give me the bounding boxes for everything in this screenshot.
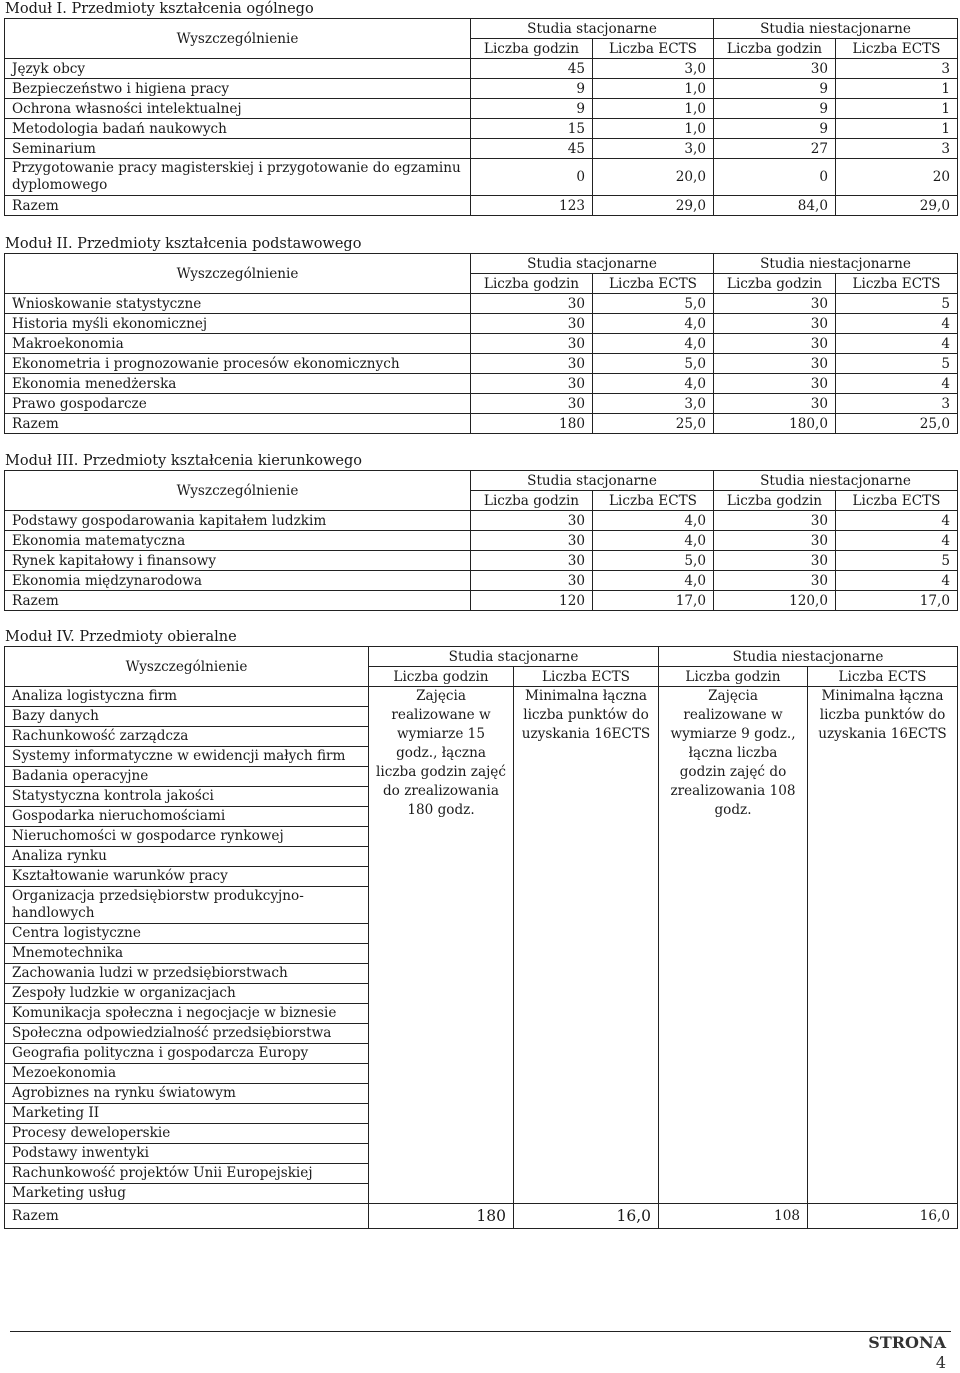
total-row <box>5 414 958 434</box>
module-2-title: Moduł II. Przedmioty kształcenia podstawowego <box>5 236 362 252</box>
header-hours: Liczba godzin <box>471 491 593 511</box>
elective-subject-name: Bazy danych <box>5 707 369 727</box>
subject-name: Podstawy gospodarowania kapitałem ludzkim <box>5 511 471 531</box>
niestac-ects: 3 <box>836 59 958 79</box>
header-spec: Wyszczególnienie <box>5 647 369 687</box>
niestac-hours: 30 <box>714 531 836 551</box>
header-spec: Wyszczególnienie <box>5 471 471 511</box>
table-row <box>5 159 958 196</box>
requirement-note-n-h: Zajęcia realizowane w wymiarze 9 godz., łączna liczba godzin zajęć do zrealizowania 108 godz. <box>659 687 808 1204</box>
elective-subject-name: Marketing II <box>5 1104 369 1124</box>
elective-subject-name: Zespoły ludzkie w organizacjach <box>5 984 369 1004</box>
niestac-ects: 4 <box>836 374 958 394</box>
stac-ects: 1,0 <box>593 99 714 119</box>
header-hours: Liczba godzin <box>471 274 593 294</box>
stac-ects: 1,0 <box>593 119 714 139</box>
niestac-ects: 5 <box>836 551 958 571</box>
niestac-hours: 30 <box>714 314 836 334</box>
niestac-hours: 108 <box>659 1204 808 1229</box>
stac-ects: 4,0 <box>593 334 714 354</box>
stac-hours: 9 <box>471 99 593 119</box>
niestac-hours: 30 <box>714 551 836 571</box>
elective-subject-name: Rachunkowość zarządcza <box>5 727 369 747</box>
niestac-ects: 4 <box>836 571 958 591</box>
header-niestacjonarne: Studia niestacjonarne <box>714 254 958 274</box>
header-ects: Liczba ECTS <box>514 667 659 687</box>
subject-name: Metodologia badań naukowych <box>5 119 471 139</box>
table-row <box>5 374 958 394</box>
elective-subject-name: Statystyczna kontrola jakości <box>5 787 369 807</box>
elective-subject-name: Procesy deweloperskie <box>5 1124 369 1144</box>
stac-ects: 3,0 <box>593 139 714 159</box>
stac-hours: 30 <box>471 531 593 551</box>
stac-ects: 3,0 <box>593 394 714 414</box>
stac-hours: 30 <box>471 314 593 334</box>
niestac-hours: 180,0 <box>714 414 836 434</box>
niestac-hours: 30 <box>714 571 836 591</box>
niestac-hours: 30 <box>714 59 836 79</box>
elective-subject-name: Gospodarka nieruchomościami <box>5 807 369 827</box>
module-4-table <box>4 646 958 1229</box>
page-number: 4 <box>935 1353 946 1372</box>
total-row <box>5 196 958 216</box>
header-ects: Liczba ECTS <box>593 491 714 511</box>
elective-subject-name: Organizacja przedsiębiorstw produkcyjno-handlowych <box>5 887 369 924</box>
table-row <box>5 314 958 334</box>
header-ects: Liczba ECTS <box>836 274 958 294</box>
stac-ects: 1,0 <box>593 79 714 99</box>
subject-name: Przygotowanie pracy magisterskiej i przygotowanie do egzaminu dyplomowego <box>5 159 471 196</box>
total-label: Razem <box>5 591 471 611</box>
module-3-table <box>4 470 958 611</box>
stac-hours: 15 <box>471 119 593 139</box>
table-row <box>5 294 958 314</box>
module-1-title: Moduł I. Przedmioty kształcenia ogólnego <box>5 1 314 17</box>
table-row <box>5 79 958 99</box>
header-stacjonarne: Studia stacjonarne <box>471 254 714 274</box>
table-row <box>5 511 958 531</box>
elective-subject-name: Mezoekonomia <box>5 1064 369 1084</box>
niestac-hours: 120,0 <box>714 591 836 611</box>
elective-subject-name: Mnemotechnika <box>5 944 369 964</box>
subject-name: Historia myśli ekonomicznej <box>5 314 471 334</box>
subject-name: Wnioskowanie statystyczne <box>5 294 471 314</box>
header-niestacjonarne: Studia niestacjonarne <box>659 647 958 667</box>
table-row <box>5 334 958 354</box>
niestac-ects: 1 <box>836 119 958 139</box>
footer-divider <box>10 1331 951 1332</box>
niestac-ects: 20 <box>836 159 958 196</box>
stac-hours: 30 <box>471 374 593 394</box>
subject-name: Makroekonomia <box>5 334 471 354</box>
elective-subject-name: Systemy informatyczne w ewidencji małych firm <box>5 747 369 767</box>
table-row <box>5 394 958 414</box>
subject-name: Ekonomia menedżerska <box>5 374 471 394</box>
niestac-ects: 4 <box>836 511 958 531</box>
elective-subject-name: Analiza rynku <box>5 847 369 867</box>
niestac-ects: 5 <box>836 294 958 314</box>
elective-subject-name: Analiza logistyczna firm <box>5 687 369 707</box>
stac-ects: 4,0 <box>593 374 714 394</box>
niestac-hours: 9 <box>714 119 836 139</box>
stac-ects: 4,0 <box>593 531 714 551</box>
niestac-hours: 30 <box>714 294 836 314</box>
header-hours: Liczba godzin <box>714 39 836 59</box>
niestac-hours: 27 <box>714 139 836 159</box>
stac-hours: 30 <box>471 511 593 531</box>
stac-hours: 30 <box>471 571 593 591</box>
niestac-hours: 9 <box>714 99 836 119</box>
niestac-ects: 25,0 <box>836 414 958 434</box>
header-hours: Liczba godzin <box>369 667 514 687</box>
niestac-ects: 1 <box>836 79 958 99</box>
stac-hours: 9 <box>471 79 593 99</box>
header-niestacjonarne: Studia niestacjonarne <box>714 471 958 491</box>
module-1-table <box>4 18 958 216</box>
niestac-hours: 9 <box>714 79 836 99</box>
niestac-hours: 30 <box>714 394 836 414</box>
niestac-ects: 5 <box>836 354 958 374</box>
table-row <box>5 531 958 551</box>
header-spec: Wyszczególnienie <box>5 254 471 294</box>
niestac-ects: 17,0 <box>836 591 958 611</box>
subject-name: Prawo gospodarcze <box>5 394 471 414</box>
elective-subject-name: Agrobiznes na rynku światowym <box>5 1084 369 1104</box>
table-row <box>5 571 958 591</box>
subject-name: Język obcy <box>5 59 471 79</box>
requirement-note-s-e: Minimalna łączna liczba punktów do uzyskania 16ECTS <box>514 687 659 1204</box>
module-2-table <box>4 253 958 434</box>
table-row <box>5 354 958 374</box>
stac-hours: 120 <box>471 591 593 611</box>
header-ects: Liczba ECTS <box>593 39 714 59</box>
subject-name: Bezpieczeństwo i higiena pracy <box>5 79 471 99</box>
niestac-ects: 4 <box>836 334 958 354</box>
elective-subject-name: Nieruchomości w gospodarce rynkowej <box>5 827 369 847</box>
total-label: Razem <box>5 196 471 216</box>
elective-subject-name: Kształtowanie warunków pracy <box>5 867 369 887</box>
header-ects: Liczba ECTS <box>808 667 958 687</box>
stac-hours: 30 <box>471 551 593 571</box>
niestac-hours: 30 <box>714 374 836 394</box>
module-3-title: Moduł III. Przedmioty kształcenia kierunkowego <box>5 453 362 469</box>
niestac-hours: 0 <box>714 159 836 196</box>
table-row <box>5 687 958 707</box>
niestac-ects: 4 <box>836 314 958 334</box>
page-footer <box>868 1333 946 1373</box>
elective-subject-name: Zachowania ludzi w przedsiębiorstwach <box>5 964 369 984</box>
subject-name: Ekonometria i prognozowanie procesów ekonomicznych <box>5 354 471 374</box>
header-hours: Liczba godzin <box>714 491 836 511</box>
stac-ects: 5,0 <box>593 354 714 374</box>
header-spec: Wyszczególnienie <box>5 19 471 59</box>
stac-ects: 3,0 <box>593 59 714 79</box>
module-4-title: Moduł IV. Przedmioty obieralne <box>5 629 237 645</box>
total-label: Razem <box>5 414 471 434</box>
elective-subject-name: Komunikacja społeczna i negocjacje w biznesie <box>5 1004 369 1024</box>
niestac-ects: 1 <box>836 99 958 119</box>
niestac-hours: 30 <box>714 334 836 354</box>
header-hours: Liczba godzin <box>714 274 836 294</box>
stac-ects: 20,0 <box>593 159 714 196</box>
subject-name: Ochrona własności intelektualnej <box>5 99 471 119</box>
subject-name: Seminarium <box>5 139 471 159</box>
subject-name: Ekonomia matematyczna <box>5 531 471 551</box>
header-ects: Liczba ECTS <box>836 491 958 511</box>
elective-subject-name: Marketing usług <box>5 1184 369 1204</box>
elective-subject-name: Geografia polityczna i gospodarcza Europy <box>5 1044 369 1064</box>
niestac-ects: 3 <box>836 394 958 414</box>
stac-hours: 30 <box>471 334 593 354</box>
stac-hours: 123 <box>471 196 593 216</box>
elective-subject-name: Centra logistyczne <box>5 924 369 944</box>
table-row <box>5 99 958 119</box>
niestac-hours: 30 <box>714 354 836 374</box>
table-row <box>5 139 958 159</box>
stac-ects: 4,0 <box>593 571 714 591</box>
header-hours: Liczba godzin <box>659 667 808 687</box>
table-row <box>5 59 958 79</box>
niestac-hours: 84,0 <box>714 196 836 216</box>
total-row <box>5 1204 958 1229</box>
elective-subject-name: Badania operacyjne <box>5 767 369 787</box>
stac-hours: 180 <box>471 414 593 434</box>
table-row <box>5 119 958 139</box>
requirement-note-n-e: Minimalna łączna liczba punktów do uzyskania 16ECTS <box>808 687 958 1204</box>
stac-ects: 29,0 <box>593 196 714 216</box>
stac-ects: 16,0 <box>514 1204 659 1229</box>
stac-ects: 17,0 <box>593 591 714 611</box>
total-row <box>5 591 958 611</box>
stac-ects: 5,0 <box>593 551 714 571</box>
niestac-ects: 4 <box>836 531 958 551</box>
stac-hours: 180 <box>369 1204 514 1229</box>
header-stacjonarne: Studia stacjonarne <box>369 647 659 667</box>
header-stacjonarne: Studia stacjonarne <box>471 19 714 39</box>
stac-hours: 0 <box>471 159 593 196</box>
stac-ects: 4,0 <box>593 314 714 334</box>
stac-hours: 30 <box>471 394 593 414</box>
total-label: Razem <box>5 1204 369 1229</box>
stac-hours: 30 <box>471 294 593 314</box>
header-ects: Liczba ECTS <box>836 39 958 59</box>
header-hours: Liczba godzin <box>471 39 593 59</box>
table-row <box>5 551 958 571</box>
stac-hours: 45 <box>471 59 593 79</box>
niestac-ects: 29,0 <box>836 196 958 216</box>
elective-subject-name: Społeczna odpowiedzialność przedsiębiorstwa <box>5 1024 369 1044</box>
niestac-ects: 16,0 <box>808 1204 958 1229</box>
stac-hours: 30 <box>471 354 593 374</box>
stac-ects: 25,0 <box>593 414 714 434</box>
header-niestacjonarne: Studia niestacjonarne <box>714 19 958 39</box>
niestac-ects: 3 <box>836 139 958 159</box>
header-stacjonarne: Studia stacjonarne <box>471 471 714 491</box>
stac-ects: 4,0 <box>593 511 714 531</box>
elective-subjects-body <box>5 687 958 1204</box>
requirement-note-s-h: Zajęcia realizowane w wymiarze 15 godz., łączna liczba godzin zajęć do zrealizowania 180 godz. <box>369 687 514 1204</box>
niestac-hours: 30 <box>714 511 836 531</box>
stac-ects: 5,0 <box>593 294 714 314</box>
stac-hours: 45 <box>471 139 593 159</box>
elective-subject-name: Rachunkowość projektów Unii Europejskiej <box>5 1164 369 1184</box>
subject-name: Ekonomia międzynarodowa <box>5 571 471 591</box>
elective-subject-name: Podstawy inwentyki <box>5 1144 369 1164</box>
header-ects: Liczba ECTS <box>593 274 714 294</box>
subject-name: Rynek kapitałowy i finansowy <box>5 551 471 571</box>
footer-label: STRONA <box>868 1333 946 1352</box>
